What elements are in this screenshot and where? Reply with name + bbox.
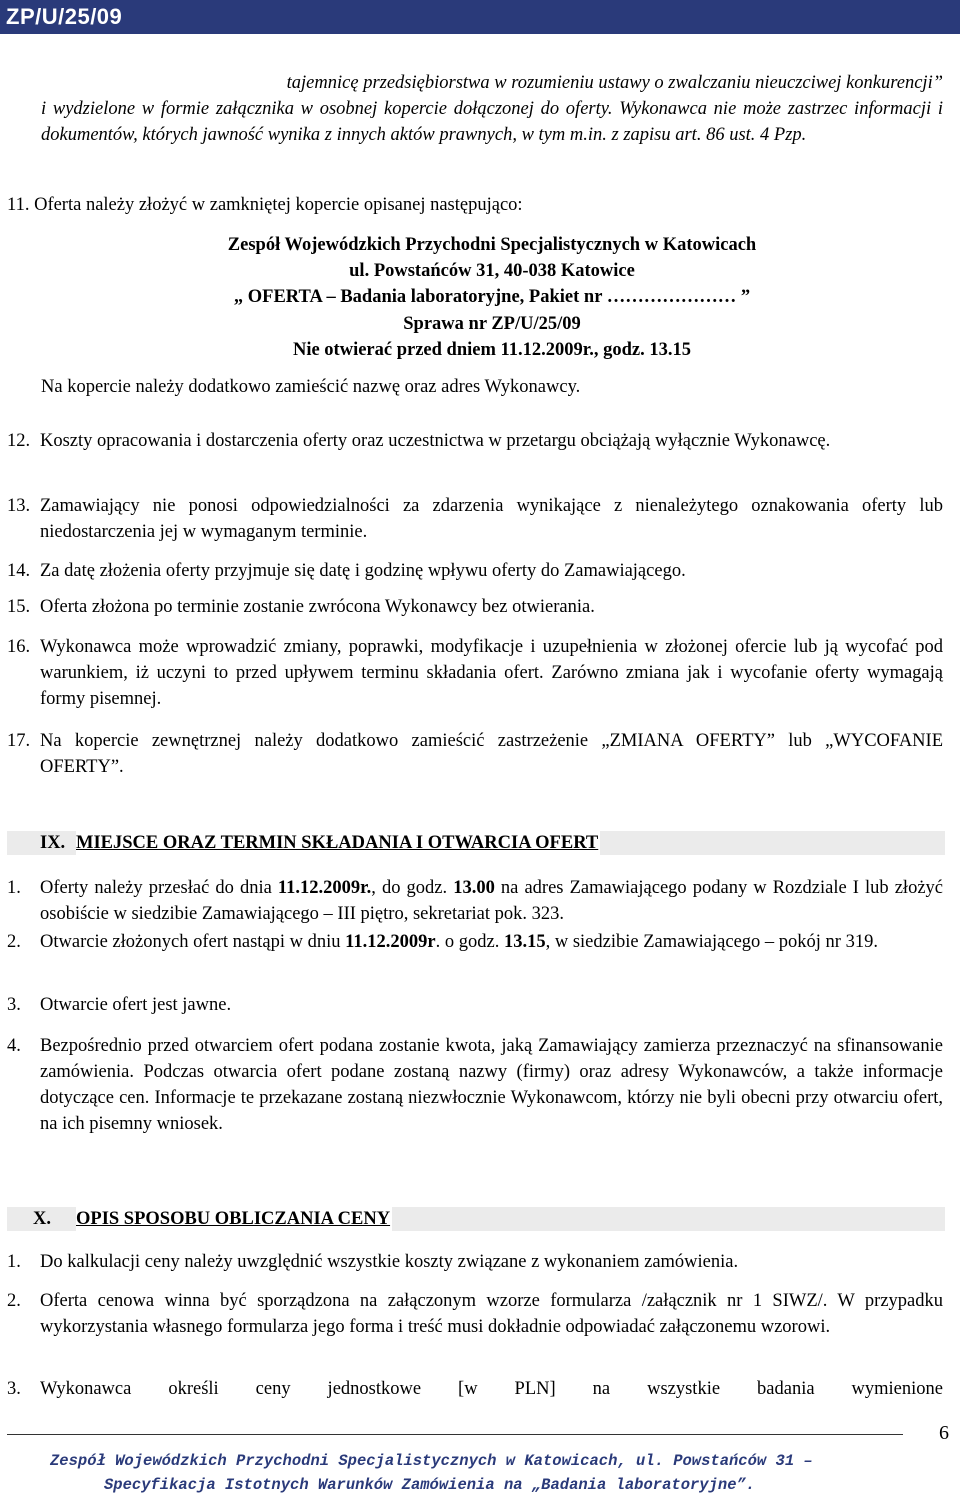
item-text: Oferty należy przesłać do dnia 11.12.2009r., do godz. 13.00 na adres Zamawiającego podany w Rozdziale I lub złożyć osobiście w siedzibie Zamawiającego – III piętro, sekretariat pok. 323.: [40, 878, 943, 924]
item-text: Bezpośrednio przed otwarciem ofert podana zostanie kwota, jaką Zamawiający zamierza przeznaczyć na sfinansowanie zamówienia. Podczas otwarcia ofert podane zostaną nazwy (firmy) oraz adresy Wykonawców, a także informacje dotyczące cen. Informacje te przekazane zostaną niezwłocznie Wykonawcom, którzy nie byli obecni przy otwarciu ofert, na ich pisemny wniosek.: [40, 1036, 943, 1134]
item-number: 14.: [7, 561, 31, 581]
item-text: Otwarcie złożonych ofert nastąpi w dniu 11.12.2009r. o godz. 13.15, w siedzibie Zamawiającego – pokój nr 319.: [40, 932, 878, 952]
section-ix-item-3: [7, 992, 943, 1018]
intro-paragraph: i wydzielone w formie załącznika w osobnej kopercie dołączonej do oferty. Wykonawca nie może zastrzec informacji i dokumentów, których jawność wynika z innych aktów prawnych, w tym m.in. z zapisu art. 86 ust. 4 Pzp.: [41, 99, 943, 145]
footer-line-2: Specyfikacja Istotnych Warunków Zamówienia na „Badania laboratoryjne”.: [104, 1476, 756, 1494]
item-number: 1.: [7, 1252, 21, 1272]
list-item-16: [7, 634, 943, 712]
section-ix-item-1: [7, 875, 943, 927]
envelope-line-1: Zespół Wojewódzkich Przychodni Specjalistycznych w Katowicach: [227, 235, 757, 255]
header-band: [0, 0, 960, 34]
section-ix-heading: [7, 831, 945, 855]
item-number: 15.: [7, 597, 31, 617]
item-number: 2.: [7, 1291, 21, 1311]
list-item-12: [7, 428, 943, 480]
item-text: Do kalkulacji ceny należy uwzględnić wszystkie koszty związane z wykonaniem zamówienia.: [40, 1252, 739, 1272]
envelope-line-5: Nie otwierać przed dniem 11.12.2009r., godz. 13.15: [292, 340, 692, 360]
section-ix-title: MIEJSCE ORAZ TERMIN SKŁADANIA I OTWARCIA OFERT: [76, 833, 599, 853]
item-text: Za datę złożenia oferty przyjmuje się datę i godzinę wpływu oferty do Zamawiającego.: [40, 561, 686, 581]
envelope-line-3: „ OFERTA – Badania laboratoryjne, Pakiet nr ………………… ”: [233, 287, 751, 307]
section-x-item-2: [7, 1288, 943, 1366]
section-ix-item-4: [7, 1033, 943, 1163]
item-text: Wykonawca może wprowadzić zmiany, poprawki, modyfikacje i uzupełnienia w złożonej ofercie lub ją wycofać pod warunkiem, iż uczyni to przed upływem terminu składania ofert. Zarówno zmiana jak i wycofanie oferty wymagają formy pisemnej.: [40, 637, 943, 709]
section-ix-item-2: [7, 929, 943, 981]
envelope-note: Na kopercie należy dodatkowo zamieścić nazwę oraz adres Wykonawcy.: [41, 377, 581, 397]
envelope-line-2: ul. Powstańców 31, 40-038 Katowice: [349, 261, 635, 281]
item-number: 3.: [7, 1379, 21, 1399]
intro-line-1: tajemnicę przedsiębiorstwa w rozumieniu ustawy o zwalczaniu nieuczciwej konkurencji”: [286, 73, 943, 93]
item-number: 12.: [7, 431, 31, 451]
item-text: Koszty opracowania i dostarczenia oferty oraz uczestnictwa w przetargu obciążają wyłącznie Wykonawcę.: [40, 431, 831, 451]
item-number: 17.: [7, 731, 31, 751]
list-item-13: [7, 493, 943, 545]
item-number: 2.: [7, 932, 21, 952]
list-item-14: [7, 558, 943, 584]
list-item-11: [7, 192, 943, 218]
item-text: Na kopercie zewnętrznej należy dodatkowo zamieścić zastrzeżenie „ZMIANA OFERTY” lub „WYCOFANIE OFERTY”.: [40, 731, 943, 777]
doc-reference: ZP/U/25/09: [6, 4, 123, 29]
item-number: 11.: [7, 195, 30, 215]
item-text: Oferta należy złożyć w zamkniętej kopercie opisanej następująco:: [34, 195, 523, 215]
item-text: Oferta cenowa winna być sporządzona na załączonym wzorze formularza /załącznik nr 1 SIWZ/. W przypadku wykorzystania własnego formularza jego forma i treść musi dokładnie odpowiadać załączonemu wzorowi.: [40, 1291, 943, 1337]
item-number: 1.: [7, 878, 21, 898]
section-x-number: X.: [33, 1209, 51, 1229]
page-number: 6: [939, 1422, 949, 1444]
footer-rule: [7, 1434, 903, 1435]
section-x-title: OPIS SPOSOBU OBLICZANIA CENY: [76, 1209, 391, 1229]
envelope-line-4: Sprawa nr ZP/U/25/09: [403, 314, 581, 334]
section-x-heading: [7, 1207, 945, 1231]
section-ix-number: IX.: [40, 833, 66, 853]
item-number: 13.: [7, 496, 31, 516]
item-text: Otwarcie ofert jest jawne.: [40, 995, 232, 1015]
item-text: Zamawiający nie ponosi odpowiedzialności za zdarzenia wynikające z nienależytego oznakowania oferty lub niedostarczenia jej w wymaganym terminie.: [40, 496, 943, 542]
item-text: Oferta złożona po terminie zostanie zwrócona Wykonawcy bez otwierania.: [40, 597, 595, 617]
list-item-15: [7, 594, 943, 620]
section-x-item-1: [7, 1249, 943, 1275]
section-x-item-3: [7, 1376, 943, 1402]
item-number: 16.: [7, 637, 31, 657]
list-item-17: [7, 728, 943, 780]
item-number: 3.: [7, 995, 21, 1015]
footer-line-1: Zespół Wojewódzkich Przychodni Specjalistycznych w Katowicach, ul. Powstańców 31 –: [50, 1452, 813, 1470]
item-number: 4.: [7, 1036, 21, 1056]
item-text: Wykonawca określi ceny jednostkowe [w PLN] na wszystkie badania wymienione: [40, 1379, 943, 1399]
